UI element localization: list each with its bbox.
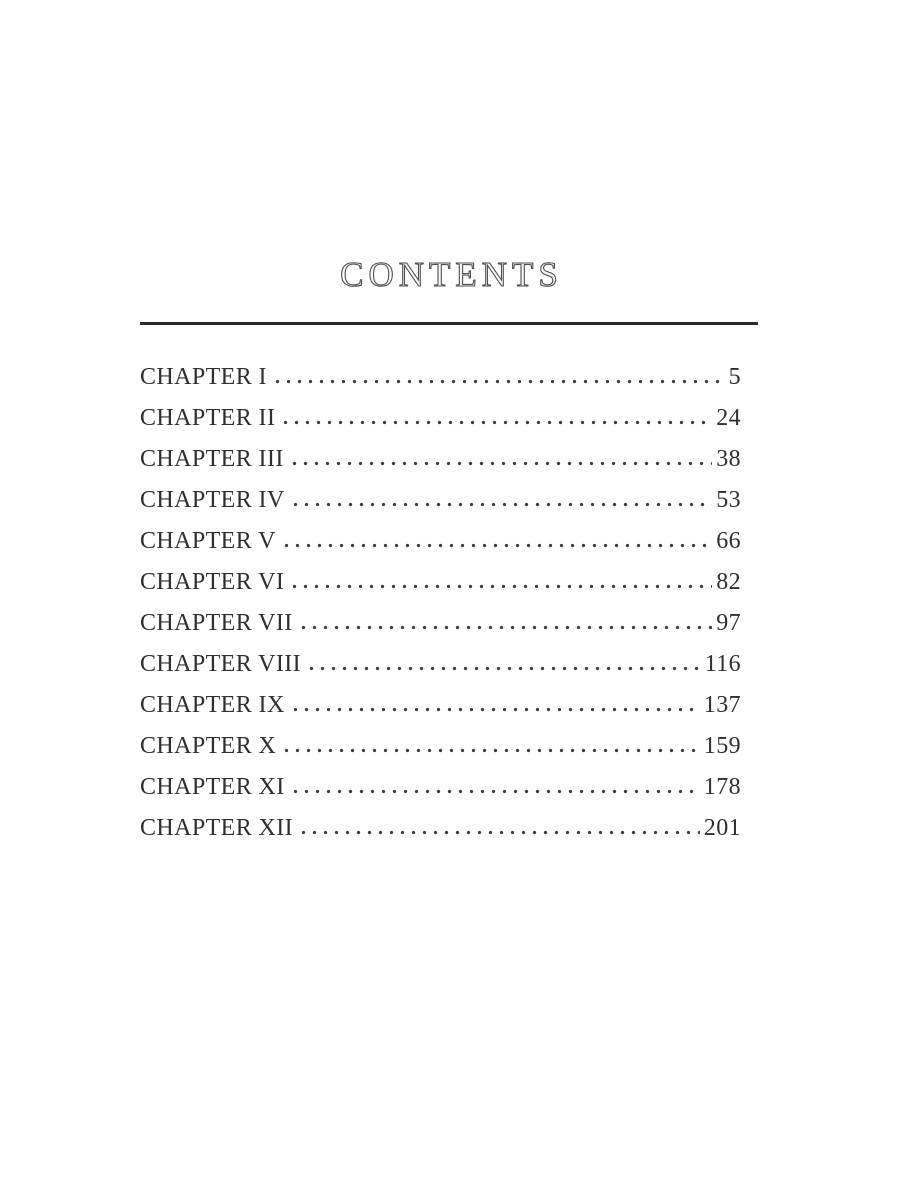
toc-entry	[140, 480, 758, 521]
toc-entry	[140, 685, 758, 726]
page-number: 201	[703, 815, 741, 841]
chapter-label: CHAPTER III	[140, 446, 284, 472]
toc-entry	[140, 357, 758, 398]
page-number: 24	[716, 405, 741, 431]
chapter-label: CHAPTER XI	[140, 774, 285, 800]
dot-leader	[290, 789, 700, 794]
toc-entry	[140, 767, 758, 808]
dot-leader	[290, 502, 713, 507]
chapter-label: CHAPTER XII	[140, 815, 294, 841]
dot-leader	[289, 461, 712, 466]
chapter-label: CHAPTER V	[140, 528, 276, 554]
page-number: 159	[703, 733, 741, 759]
dot-leader	[272, 379, 725, 384]
chapter-label: CHAPTER II	[140, 405, 276, 431]
toc-entry	[140, 398, 758, 439]
toc-entry	[140, 603, 758, 644]
dot-leader	[306, 666, 701, 671]
chapter-label: CHAPTER I	[140, 364, 267, 390]
page-number: 38	[716, 446, 741, 472]
toc-entry	[140, 439, 758, 480]
toc-entry	[140, 644, 758, 685]
dot-leader	[281, 543, 712, 548]
dot-leader	[289, 584, 712, 589]
dot-leader	[281, 748, 700, 753]
page-number: 97	[716, 610, 741, 636]
title-rule-divider	[140, 322, 758, 325]
chapter-label: CHAPTER IV	[140, 487, 285, 513]
toc-entry	[140, 521, 758, 562]
page-number: 137	[703, 692, 741, 718]
dot-leader	[298, 830, 700, 835]
document-page	[140, 0, 758, 849]
page-number: 53	[716, 487, 741, 513]
page-number: 82	[716, 569, 741, 595]
toc-entry	[140, 808, 758, 849]
chapter-label: CHAPTER X	[140, 733, 277, 759]
toc-entry	[140, 562, 758, 603]
chapter-label: CHAPTER VII	[140, 610, 293, 636]
page-number: 116	[704, 651, 741, 677]
dot-leader	[290, 707, 700, 712]
toc-entry	[140, 726, 758, 767]
table-of-contents	[140, 357, 758, 849]
dot-leader	[280, 420, 712, 425]
page-number: 66	[716, 528, 741, 554]
page-number: 5	[728, 364, 741, 390]
contents-title: CONTENTS	[340, 255, 563, 294]
chapter-label: CHAPTER VI	[140, 569, 285, 595]
page-number: 178	[703, 774, 741, 800]
chapter-label: CHAPTER VIII	[140, 651, 302, 677]
chapter-label: CHAPTER IX	[140, 692, 285, 718]
dot-leader	[298, 625, 713, 630]
